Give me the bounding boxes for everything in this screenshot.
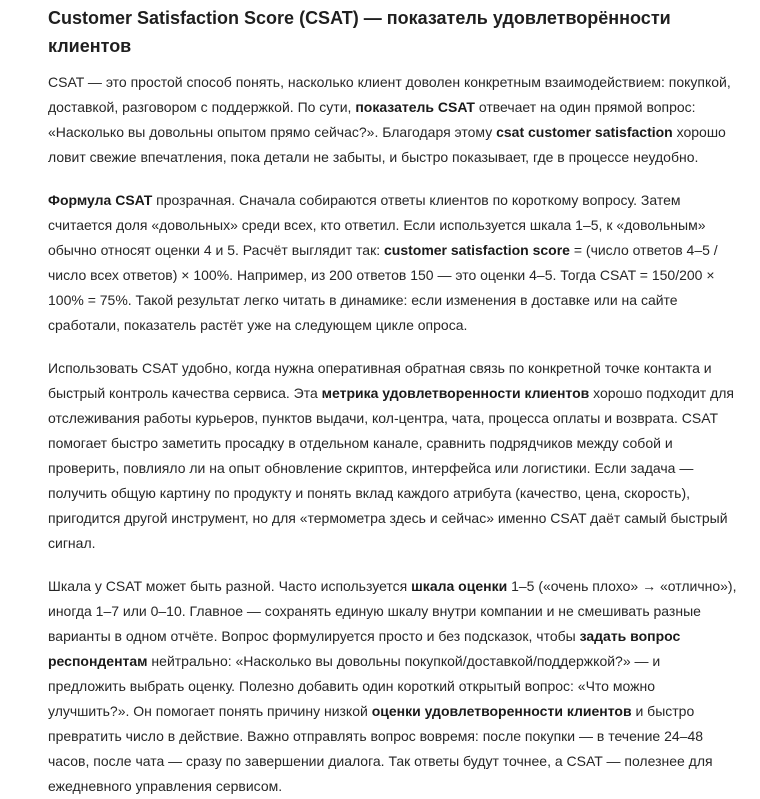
bold-term: оценки удовлетворенности клиентов <box>371 703 632 719</box>
text-span: = (число ответов 4–5 / число всех ответов) × 100%. Например, из 200 ответов 150 — это оценки 4–5. Тогда CSAT = 150/200 × 100% = 75%. Такой результат легко читать в динамике: если изменения в доставке или на сайте сработали, показатель растёт уже на следующем цикле опроса. <box>48 242 718 333</box>
bold-term: customer satisfaction score <box>383 242 570 258</box>
bold-term: шкала оценки <box>411 578 508 594</box>
text-span: Шкала у CSAT может быть разной. Часто используется <box>48 578 412 594</box>
text-span: 1–5 («очень плохо» → «отлично»), иногда 1–7 или 0–10. Главное — сохранять единую шкалу внутри компании и не смешивать разные варианты в одном отчёте. Вопрос формулируется просто и без подсказок, чтобы <box>48 578 737 644</box>
article-title: Customer Satisfaction Score (CSAT) — показатель удовлетворённости клиентов <box>48 8 671 56</box>
text-span: хорошо ловит свежие впечатления, пока детали не забыты, и быстро показывает, где в процессе неудобно. <box>48 124 726 165</box>
bold-term: метрика удовлетворенности клиентов <box>321 385 590 401</box>
paragraph-usage <box>48 356 740 556</box>
text-span: и быстро превратить число в действие. Важно отправлять вопрос вовремя: после покупки — в течение 24–48 часов, после чата — сразу по завершении диалога. Так ответы будут точнее, а CSAT — полезнее для ежедневного управления сервисом. <box>48 703 713 794</box>
paragraph-formula <box>48 188 740 338</box>
text-span: прозрачная. Сначала собираются ответы клиентов по короткому вопросу. Затем считается доля «довольных» среди всех, кто ответил. Если используется шкала 1–5, к «довольным» обычно относят оценки 4 и 5. Расчёт выглядит так: <box>48 192 706 258</box>
bold-term: задать вопрос респондентам <box>48 628 681 669</box>
bold-term: Формула CSAT <box>48 192 153 208</box>
bold-term: csat customer satisfaction <box>496 124 673 140</box>
text-span: отвечает на один прямой вопрос: «Насколько вы довольны опытом прямо сейчас?». Благодаря этому <box>48 99 696 140</box>
text-span: Использовать CSAT удобно, когда нужна оперативная обратная связь по конкретной точке контакта и быстрый контроль качества сервиса. Эта <box>48 360 712 401</box>
paragraph-scale <box>48 574 740 799</box>
text-span: нейтрально: «Насколько вы довольны покупкой/доставкой/поддержкой?» — и предложить выбрать оценку. Полезно добавить один короткий открытый вопрос: «Что можно улучшить?». Он помогает понять причину низкой <box>48 653 661 719</box>
text-span: CSAT — это простой способ понять, насколько клиент доволен конкретным взаимодействием: покупкой, доставкой, разговором с поддержкой. По сути, <box>48 74 731 115</box>
bold-term: показатель CSAT <box>355 99 475 115</box>
text-span: хорошо подходит для отслеживания работы курьеров, пунктов выдачи, кол-центра, чата, процесса оплаты и возврата. CSAT помогает быстро заметить просадку в отдельном канале, сравнить подрядчиков между собой и проверить, повлияло ли на опыт обновление скриптов, интерфейса или логистики. Если задача — получить общую картину по продукту и понять вклад каждого атрибута (качество, цена, скорость), пригодится другой инструмент, но для «термометра здесь и сейчас» именно CSAT даёт самый быстрый сигнал. <box>48 385 735 551</box>
paragraph-intro <box>48 70 740 170</box>
